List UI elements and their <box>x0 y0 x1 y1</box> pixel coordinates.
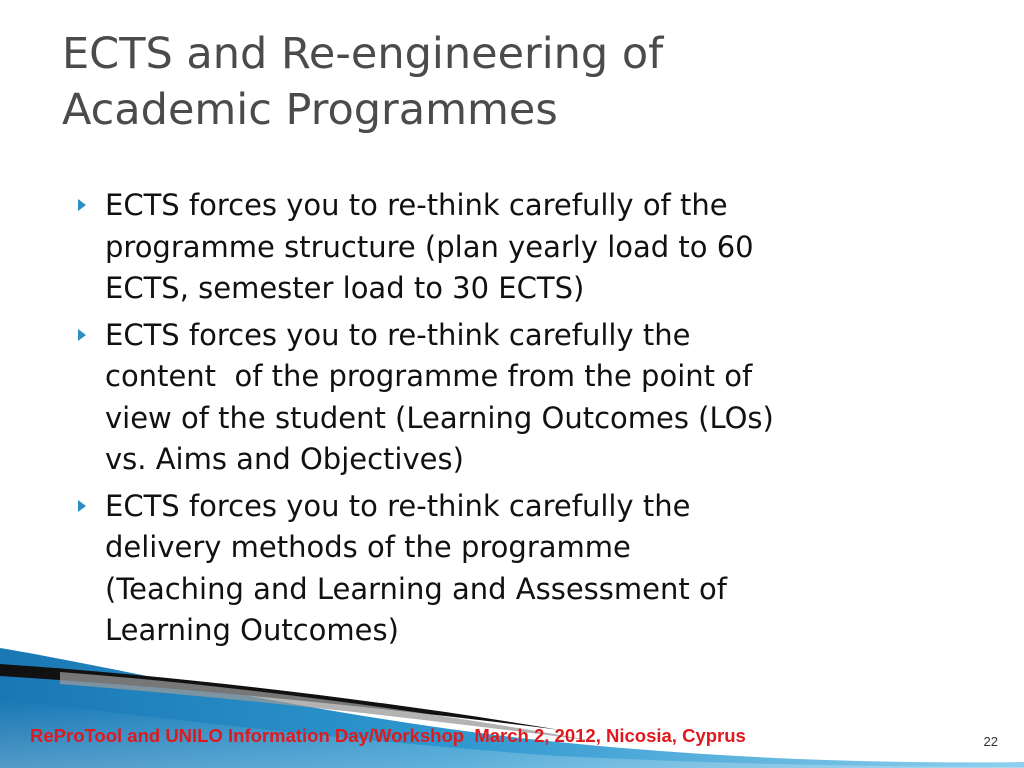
bullet-text-line: programme structure (plan yearly load to 60 <box>105 229 754 264</box>
bullet-item <box>78 185 998 310</box>
slide-title <box>62 26 962 138</box>
bullet-text-line: ECTS forces you to re-think carefully the <box>105 317 691 352</box>
bullet-item <box>78 315 998 481</box>
footer-event-info: ReProTool and UNILO Information Day/Workshop March 2, 2012, Nicosia, Cyprus <box>30 725 746 746</box>
bullet-text-line: ECTS, semester load to 30 ECTS) <box>105 271 585 305</box>
bullet-text-line: Learning Outcomes) <box>105 613 399 647</box>
bullet-item <box>78 486 998 652</box>
bullet-text-line: ECTS forces you to re-think carefully of the <box>105 188 728 222</box>
slide-title-line: ECTS and Re-engineering of <box>62 29 664 79</box>
triangle-right-bullet-icon <box>78 199 86 211</box>
page-number: 22 <box>983 734 998 749</box>
triangle-right-bullet-icon <box>78 329 86 341</box>
bullet-list <box>78 185 998 657</box>
bullet-text-line: delivery methods of the programme <box>105 530 631 564</box>
bullet-text-line: vs. Aims and Objectives) <box>105 442 464 476</box>
triangle-right-bullet-icon <box>78 500 86 512</box>
bullet-text-line: (Teaching and Learning and Assessment of <box>105 571 727 606</box>
bullet-text-line: view of the student (Learning Outcomes (LOs) <box>105 400 774 435</box>
bullet-text-line: content of the programme from the point of <box>105 359 753 393</box>
bullet-text-line: ECTS forces you to re-think carefully the <box>105 488 691 523</box>
slide-title-line: Academic Programmes <box>62 85 558 135</box>
